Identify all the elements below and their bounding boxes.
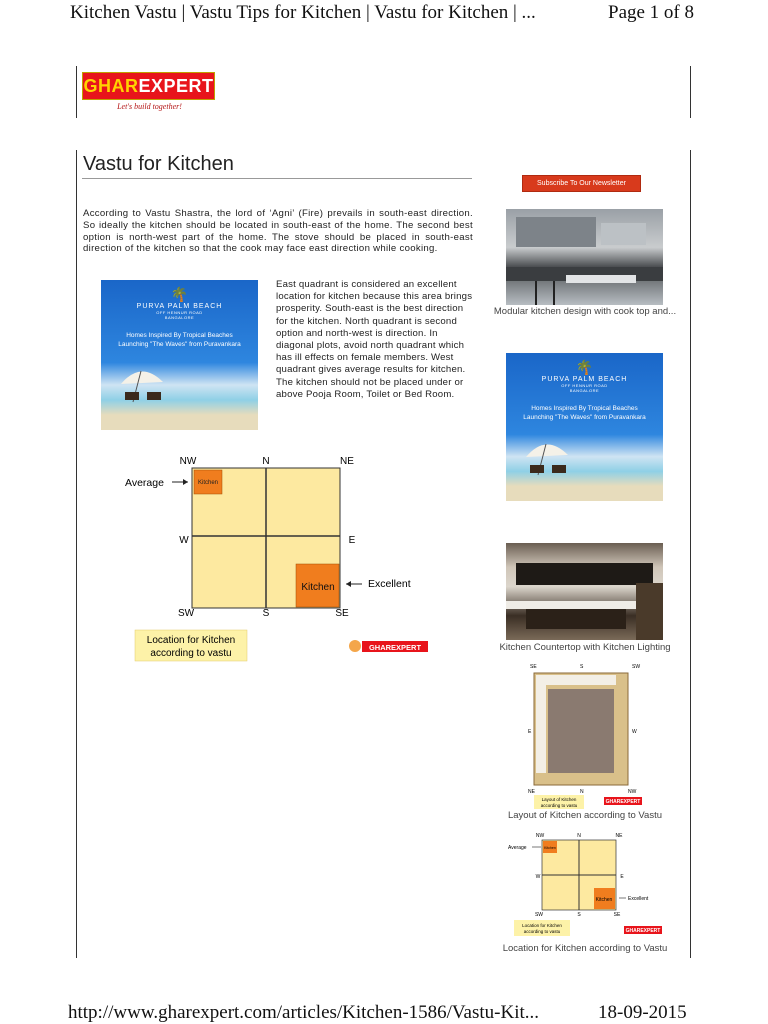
heading-divider: [82, 178, 472, 179]
diagram-logo-text: GHAREXPERT: [368, 643, 422, 652]
mini-excellent-label: Excellent: [628, 896, 649, 902]
ad-subtitle-city-sidebar: BANGALORE: [569, 388, 600, 393]
label-se: SE: [335, 608, 349, 619]
ad-tagline: Homes Inspired By Tropical Beaches: [126, 332, 233, 339]
purva-palm-beach-ad-sidebar[interactable]: [506, 353, 663, 501]
frame-line-left: [76, 150, 77, 958]
page-url: http://www.gharexpert.com/articles/Kitchen-1586/Vastu-Kit...: [68, 1002, 540, 1023]
mini-kitchen-se-label: Kitchen: [595, 897, 613, 903]
layout-label-s: S: [580, 664, 584, 670]
mini-label-nw: NW: [535, 833, 545, 839]
page-number: Page 1 of 8: [608, 2, 695, 23]
layout-label-e: E: [528, 729, 532, 735]
mini-label-e: E: [620, 874, 624, 880]
kitchen-location-caption[interactable]: Location for Kitchen according to Vastu: [502, 943, 668, 954]
mini-logo-text: GHAREXPERT: [625, 928, 661, 934]
ad-launch-text-sidebar: Launching "The Waves" from Puravankara: [523, 414, 646, 421]
document-title: Kitchen Vastu | Vastu Tips for Kitchen | Vastu for Kitchen | ...: [70, 2, 536, 23]
diagram-caption-line2: according to vastu: [150, 648, 232, 659]
kitchen-layout-caption[interactable]: Layout of Kitchen according to Vastu: [507, 810, 663, 821]
kitchen-countertop-photo[interactable]: [506, 543, 663, 640]
kitchen-location-mini-diagram: [506, 828, 666, 942]
mini-average-label: Average: [508, 845, 527, 851]
ad-subtitle-road: OFF HENNUR ROAD: [156, 310, 203, 315]
label-n: N: [262, 456, 270, 467]
palm-icon-sidebar: 🌴: [575, 359, 594, 375]
modular-kitchen-caption[interactable]: Modular kitchen design with cook top and...: [493, 306, 677, 317]
layout-caption-line2: according to vastu: [540, 803, 578, 808]
label-sw: SW: [177, 608, 195, 619]
frame-line-left-top: [76, 66, 77, 118]
logo-wordmark: GHAREXPERT: [83, 75, 214, 96]
average-label: Average: [125, 477, 164, 489]
ad-title-sidebar: PURVA PALM BEACH: [541, 376, 628, 383]
layout-label-w: W: [632, 729, 637, 735]
mini-label-w: W: [535, 874, 541, 880]
kitchen-countertop-image: [506, 543, 663, 640]
label-ne: NE: [340, 456, 354, 467]
mini-label-se: SE: [613, 912, 621, 918]
layout-counter-left: [536, 675, 546, 773]
kitchen-se-label: Kitchen: [301, 582, 335, 593]
layout-caption-line1: Layout of Kitchen: [541, 797, 577, 802]
side-paragraph: East quadrant is considered an excellent location for kitchen because this area brings prosperity. South-east is the best direction for the kitchen. North quadrant is second option and north-west is direction. In diagonal plots, avoid north quadrant which has ill effects on female members. West quadrant gives average results for kitchen. The kitchen should not be placed under or above Pooja Room, Toilet or Bed Room.: [276, 279, 473, 400]
mini-label-n: N: [577, 833, 581, 839]
layout-label-n: N: [580, 789, 584, 795]
label-s: S: [262, 608, 270, 619]
kitchen-nw-label: Kitchen: [197, 480, 219, 486]
ad-tagline-sidebar: Homes Inspired By Tropical Beaches: [531, 405, 638, 412]
layout-label-ne: NE: [528, 789, 535, 795]
modular-kitchen-image: [506, 209, 663, 305]
layout-label-se: SE: [530, 664, 537, 670]
beach-umbrella-icon-sidebar: [506, 431, 663, 481]
logo-box: [82, 72, 215, 100]
beach-umbrella-icon: [101, 358, 258, 408]
mini-kitchen-nw-label: Kitchen: [544, 846, 556, 850]
modular-kitchen-photo[interactable]: [506, 209, 663, 305]
print-date: 18-09-2015: [598, 1002, 687, 1023]
mascot-icon: [349, 640, 361, 652]
layout-label-sw: SW: [632, 664, 641, 670]
logo-tagline: Let's build together!: [117, 102, 182, 111]
excellent-label: Excellent: [368, 578, 411, 590]
excellent-arrowhead: [346, 581, 351, 587]
intro-paragraph: According to Vastu Shastra, the lord of ‘Agni’ (Fire) prevails in south-east direction. So ideally the kitchen should be located in south-east of the home. The second best option is north-west part of the home. The stove should be placed in south-east direction of the kitchen so that the cook may face east direction while cooking.: [83, 208, 473, 255]
mini-caption-line2: according to vastu: [523, 929, 561, 934]
ad-subtitle-city: BANGALORE: [164, 315, 195, 320]
layout-floor: [548, 689, 614, 773]
subscribe-newsletter-button[interactable]: Subscribe To Our Newsletter: [522, 175, 641, 192]
ad-subtitle-road-sidebar: OFF HENNUR ROAD: [561, 383, 608, 388]
layout-logo-text: GHAREXPERT: [605, 799, 641, 805]
diagram-caption-line1: Location for Kitchen: [146, 635, 236, 646]
average-arrowhead: [183, 479, 188, 485]
mini-caption-line1: Location for Kitchen: [522, 923, 562, 928]
layout-counter-top: [546, 675, 616, 685]
frame-line-right: [690, 150, 691, 958]
ad-launch-text: Launching "The Waves" from Puravankara: [118, 341, 241, 348]
palm-icon: 🌴: [170, 286, 189, 302]
layout-label-nw: NW: [628, 789, 637, 795]
site-logo[interactable]: [82, 72, 217, 116]
kitchen-countertop-caption[interactable]: Kitchen Countertop with Kitchen Lighting: [499, 642, 671, 653]
mini-label-ne: NE: [615, 833, 623, 839]
kitchen-layout-plan: [528, 663, 648, 809]
page-heading: Vastu for Kitchen: [83, 153, 234, 175]
label-w: W: [179, 535, 189, 546]
label-e: E: [348, 535, 356, 546]
mini-label-sw: SW: [534, 912, 544, 918]
label-nw: NW: [179, 456, 197, 467]
frame-line-right-top: [690, 66, 691, 118]
purva-palm-beach-ad[interactable]: [101, 280, 258, 430]
ad-title: PURVA PALM BEACH: [136, 303, 223, 310]
mini-label-s: S: [577, 912, 581, 918]
vastu-kitchen-diagram: [118, 450, 438, 665]
